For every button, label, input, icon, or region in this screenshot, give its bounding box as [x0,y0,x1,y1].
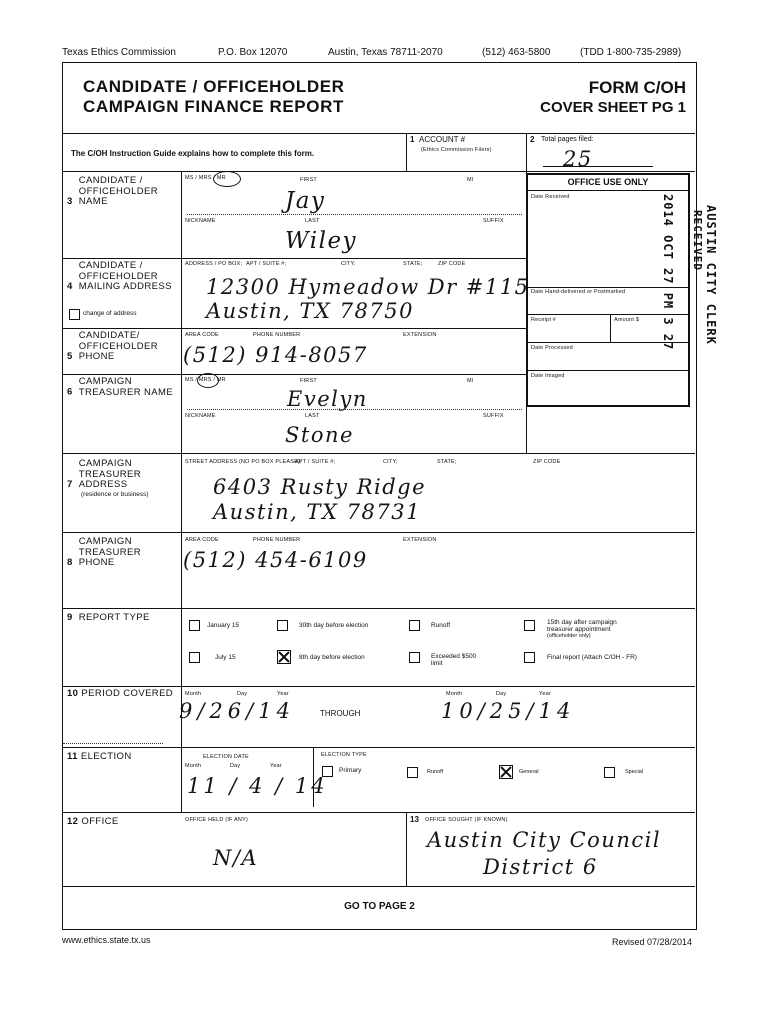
treasurer-last-label: LAST [305,413,320,419]
footer-website[interactable]: www.ethics.state.tx.us [62,935,151,945]
col-rule [406,133,407,171]
treasurer-apt-label: APT / SUITE #; [295,459,336,465]
report-final-label: Final report (Attach C/OH - FR) [547,654,637,661]
report-july15-checkbox[interactable] [189,652,200,663]
date-processed-label: Date Processed [531,345,573,351]
office-held-value[interactable]: N/A [213,846,259,870]
section10-label: 10 PERIOD COVERED [67,688,174,699]
report-july15-label: July 15 [215,654,236,661]
section6-label: 6 CAMPAIGN TREASURER NAME [67,376,174,398]
change-of-address-label: change of address [83,310,137,317]
treasurer-title-circle [197,373,219,388]
account-label: ACCOUNT # [419,135,466,144]
candidate-nickname-label: NICKNAME [185,218,216,224]
receipt-label: Receipt # [531,317,557,323]
treasurer-city-label: CITY; [383,459,398,465]
election-date-label: ELECTION DATE [203,754,249,760]
col-rule [406,812,407,886]
period-from-date[interactable]: 9/26/14 [179,699,295,723]
form-title-line1: CANDIDATE / OFFICEHOLDER [83,77,345,96]
treasurer-title-label: MS / MRS / MR [185,377,226,383]
date-imaged-label: Date Imaged [531,373,565,379]
report-runoff-checkbox[interactable] [409,620,420,631]
change-of-address-checkbox[interactable] [69,309,80,320]
election-year-label: Year [270,763,282,769]
address-state-label: STATE; [403,261,423,267]
section8-label: 8 CAMPAIGN TREASURER PHONE [67,536,141,568]
section4-label: 4 CANDIDATE / OFFICEHOLDER MAILING ADDRESS [67,260,172,292]
period-to-month-label: Month [446,691,463,697]
election-primary-checkbox[interactable] [322,766,333,777]
rule [63,133,695,134]
report-exceeded-checkbox[interactable] [409,652,420,663]
footer-revised: Revised 07/28/2014 [612,937,693,947]
report-final-checkbox[interactable] [524,652,535,663]
amount-label: Amount $ [614,317,640,323]
period-to-date[interactable]: 10/25/14 [441,699,576,723]
election-date[interactable]: 11 / 4 / 14 [187,774,328,798]
treasurer-address-field-label: STREET ADDRESS (NO PO BOX PLEASE); [185,459,302,465]
treasurer-address-sub: (residence or business) [81,491,149,498]
section7-label: 7 CAMPAIGN TREASURER ADDRESS [67,458,141,490]
rule [63,328,526,329]
report-8day-checkbox[interactable] [277,650,291,664]
form-label: FORM C/OH [588,78,686,97]
candidate-suffix-label: SUFFIX [483,218,504,224]
rule [63,747,695,748]
candidate-phone[interactable]: (512) 914-8057 [183,343,368,367]
phone-ext-label: EXTENSION [403,332,437,338]
office-sought-line2[interactable]: District 6 [483,855,598,879]
agency-city: Austin, Texas 78711-2070 [328,47,443,58]
election-type-label: ELECTION TYPE [321,752,367,758]
candidate-first-label: FIRST [300,177,317,183]
treasurer-address-line1[interactable]: 6403 Rusty Ridge [213,475,427,499]
election-special-checkbox[interactable] [604,767,615,778]
report-8day-label: 8th day before election [299,654,365,661]
section9-label: 9 REPORT TYPE [67,612,150,623]
treasurer-area-label: AREA CODE [185,537,219,543]
candidate-address-line2[interactable]: Austin, TX 78750 [206,299,414,323]
treasurer-first-label: FIRST [300,378,317,384]
cover-sheet-label: COVER SHEET PG 1 [540,99,686,116]
report-january15-label: January 15 [207,622,240,629]
rule [63,686,695,687]
report-15day-line1: 15th day after campaign [547,619,617,626]
treasurer-phone[interactable]: (512) 454-6109 [183,548,368,572]
po-box: P.O. Box 12070 [218,47,288,58]
election-general-checkbox[interactable] [499,765,513,779]
report-15day-checkbox[interactable] [524,620,535,631]
period-to-day-label: Day [496,691,507,697]
rule [63,453,695,454]
total-pages-label: Total pages filed: [541,136,594,143]
office-sought-label: OFFICE SOUGHT (IF KNOWN) [425,817,508,823]
treasurer-mi-label: MI [467,378,474,384]
report-exceeded-line2: limit [431,660,443,667]
report-30day-label: 30th day before election [299,622,369,629]
rule [63,608,695,609]
cover-sheet-form: CANDIDATE / OFFICEHOLDER CAMPAIGN FINANCE REPORT FORM C/OH COVER SHEET PG 1 The C/OH Instruction Guide explains how to complete this form. 1 ACCOUNT # (Ethics Commission Filers) 2 Total pages filed: 25 OFFICE USE ONLY Date Received Date Hand-delivered or Postmarked Receipt # Amount $ Date Processed Date Imaged 3 CANDIDATE / OFFICEHOLDER NAME MS / MRS / MR FIRST MI Jay NICKNAME LAST SUFFIX Wiley 4 CANDIDATE / OFFICEHOLDER MAILING ADDRESS change of address ADDRESS / PO BOX; APT / SUITE #; CITY; STATE; ZIP CODE 12300 Hymeadow Dr #115 Austin, TX 78750 5 CANDIDATE/ OFFICEHOLDER PHONE AREA CODE PHONE NUMBER EXTENSION (512) 914-8057 6 CAMPAIGN TREASURER NAME MS / MRS / MR FIRST MI Evelyn NICKNAME LAST SUFFIX Stone 7 CAMPAIGN TREASURER ADDRESS (residence or business) STREET ADDRESS (NO PO BOX PLEASE); APT / SUITE #; CITY; STATE; ZIP CODE 6403 Rusty Ridge Austin, TX 78731 8 CAMPAIGN TREASURER PHONE AREA CODE PHONE NUMBER EXTENSION (512) 454-6109 9 REPORT TYPE January 15 30th day before election Runoff 15th day after campaign treasurer appointment (officeholder only) July 15 8th day before election Exceeded $500 limit Final report (Attach C/OH - FR) 10 PERIOD COVERED Month Day Year 9/26/14 THROUGH Month Day Year 10/25/14 11 ELECTION ELECTION DATE Month Day Year 11 / 4 / 14 ELECTION TYPE Primary Runoff General Special 12 OFFICE OFFICE HELD (IF ANY) N/A 13 OFFICE SOUGHT (IF KNOWN) Austin City Council District 6 GO TO PAGE 2 [62,62,697,930]
rule [63,258,526,259]
election-special-label: Special [625,769,644,775]
treasurer-last-name[interactable]: Stone [285,423,354,447]
checkmark-x-icon [500,766,512,778]
report-15day-line2: treasurer appointment [547,626,611,633]
section12-label: 12 OFFICE [67,816,119,827]
address-field-label: ADDRESS / PO BOX; [185,261,243,267]
treasurer-state-label: STATE; [437,459,457,465]
section5-label: 5 CANDIDATE/ OFFICEHOLDER PHONE [67,330,159,362]
address-zip-label: ZIP CODE [438,261,466,267]
section11-label: 11 ELECTION [67,751,132,762]
candidate-mi-label: MI [467,177,474,183]
report-15day-line3: (officeholder only) [547,633,591,639]
treasurer-ext-label: EXTENSION [403,537,437,543]
received-stamp-date: 2014 OCT 27 PM 3 27 [661,194,675,351]
phone-number-label: PHONE NUMBER [253,332,301,338]
report-exceeded-line1: Exceeded $500 [431,653,477,660]
address-city-label: CITY; [341,261,356,267]
office-sought-line1[interactable]: Austin City Council [427,828,662,852]
period-from-day-label: Day [237,691,248,697]
treasurer-number-label: PHONE NUMBER [253,537,301,543]
election-general-label: General [519,769,539,775]
report-30day-checkbox[interactable] [277,620,288,631]
date-hand-label: Date Hand-delivered or Postmarked [531,289,626,295]
election-runoff-label: Runoff [427,769,444,775]
report-january15-checkbox[interactable] [189,620,200,631]
goto-page2: GO TO PAGE 2 [344,901,415,912]
candidate-first-name[interactable]: Jay [285,188,326,214]
office-held-label: OFFICE HELD (IF ANY) [185,817,248,823]
candidate-last-name[interactable]: Wiley [285,228,358,254]
date-received-label: Date Received [531,194,570,200]
candidate-address-line1[interactable]: 12300 Hymeadow Dr #115 [206,275,530,299]
rule [63,812,695,813]
election-day-label: Day [230,763,241,769]
election-primary-label: Primary [339,767,362,774]
instruction-text: The C/OH Instruction Guide explains how to complete this form. [71,149,315,158]
checkmark-x-icon [278,651,290,663]
candidate-title-circle [213,171,241,187]
report-runoff-label: Runoff [431,622,451,629]
underline [543,166,653,167]
treasurer-zip-label: ZIP CODE [533,459,561,465]
candidate-title-label: MS / MRS / MR [185,175,226,181]
account-sub: (Ethics Commission Filers) [421,147,492,153]
rule [63,374,526,375]
agency-name: Texas Ethics Commission [62,47,176,58]
rule [63,886,695,887]
form-title-line2: CAMPAIGN FINANCE REPORT [83,97,344,116]
section3-label: 3 CANDIDATE / OFFICEHOLDER NAME [67,175,159,207]
phone-area-label: AREA CODE [185,332,219,338]
candidate-last-label: LAST [305,218,320,224]
office-use-title: OFFICE USE ONLY [567,177,649,187]
agency-tdd: (TDD 1-800-735-2989) [580,47,682,58]
period-to-year-label: Year [539,691,551,697]
period-through-label: THROUGH [320,709,361,718]
treasurer-suffix-label: SUFFIX [483,413,504,419]
treasurer-first-name[interactable]: Evelyn [287,387,368,411]
received-stamp-clerk: AUSTIN CITY CLERK [704,205,718,345]
period-from-year-label: Year [277,691,289,697]
agency-phone: (512) 463-5800 [482,47,551,58]
election-runoff-checkbox[interactable] [407,767,418,778]
received-stamp-received: RECEIVED [691,210,704,271]
treasurer-address-line2[interactable]: Austin, TX 78731 [213,500,421,524]
election-month-label: Month [185,763,202,769]
total-pages-value[interactable]: 25 [563,147,593,171]
rule [63,171,695,172]
treasurer-nickname-label: NICKNAME [185,413,216,419]
rule [63,532,695,533]
period-from-month-label: Month [185,691,202,697]
address-apt-label: APT / SUITE #; [246,261,287,267]
